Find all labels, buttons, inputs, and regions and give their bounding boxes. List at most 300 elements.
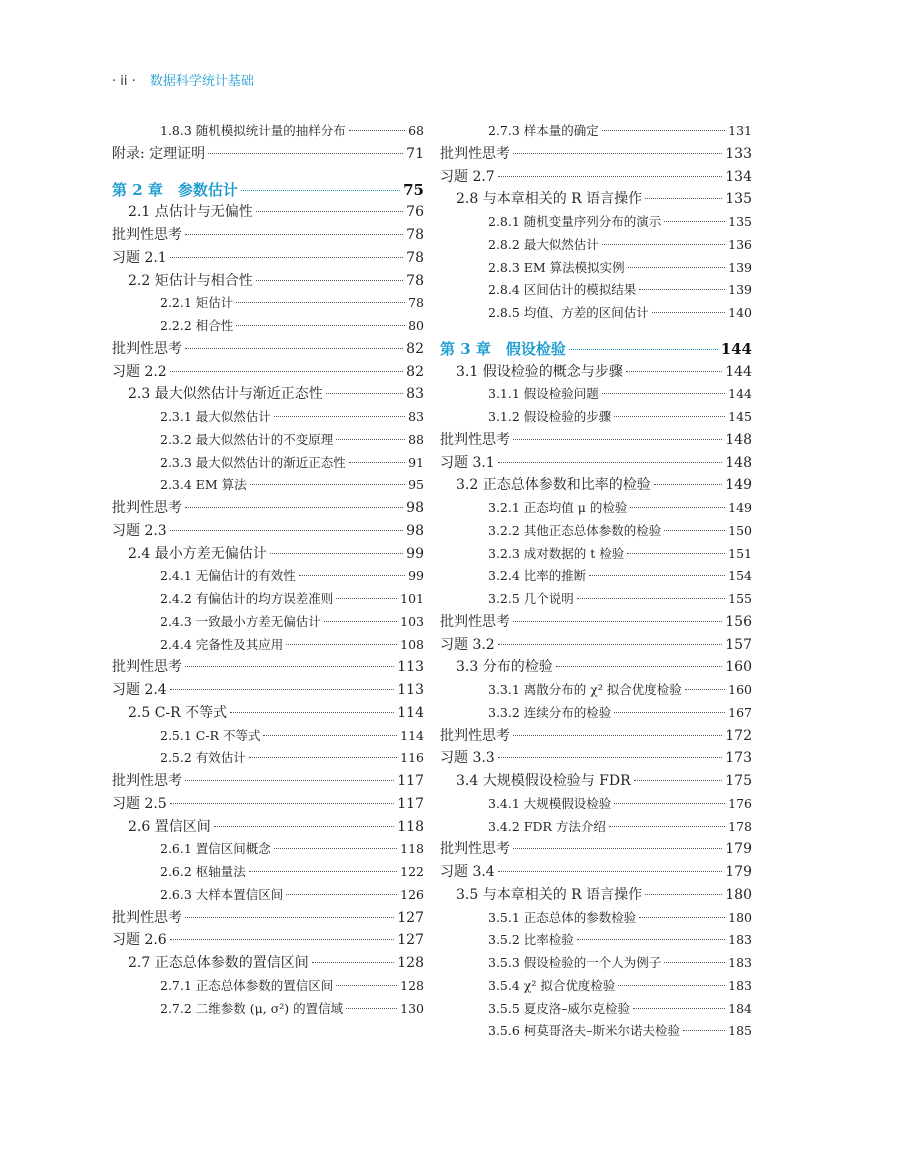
- toc-entry-title: 2.2.1 矩估计: [160, 295, 234, 311]
- toc-entry-title: 2.4.3 一致最小方差无偏估计: [160, 613, 321, 629]
- dot-leader: [569, 349, 718, 350]
- toc-entry[interactable]: [440, 838, 752, 861]
- toc-entry[interactable]: [440, 474, 752, 497]
- dot-leader: [654, 484, 723, 485]
- toc-entry[interactable]: [440, 257, 752, 280]
- toc-entry[interactable]: [440, 406, 752, 429]
- toc-entry-page: 131: [728, 123, 752, 138]
- toc-entry[interactable]: [112, 725, 424, 748]
- toc-entry-title: 批判性思考: [440, 431, 510, 448]
- toc-entry-title: 2.8.5 均值、方差的区间估计: [488, 305, 649, 320]
- dot-leader: [249, 871, 397, 872]
- dot-leader: [513, 439, 722, 440]
- toc-entry-title: 习题 2.2: [112, 363, 167, 380]
- toc-entry-page: 160: [725, 659, 752, 676]
- toc-entry-title: 习题 2.3: [112, 522, 167, 539]
- dot-leader: [664, 962, 725, 963]
- toc-entry[interactable]: [440, 120, 752, 143]
- toc-entry-title: 2.7 正态总体参数的置信区间: [128, 955, 309, 971]
- toc-entry[interactable]: [112, 224, 424, 247]
- toc-entry[interactable]: [112, 120, 424, 143]
- toc-entry-page: 126: [400, 886, 424, 902]
- toc-entry[interactable]: [112, 838, 424, 861]
- dot-leader: [236, 302, 405, 303]
- toc-entry-page: 133: [725, 145, 752, 162]
- toc-entry-title: 3.3.2 连续分布的检验: [488, 704, 612, 720]
- toc-entry[interactable]: [112, 770, 424, 793]
- toc-entry-title: 批判性思考: [440, 841, 510, 858]
- toc-entry-page: 139: [728, 282, 752, 298]
- toc-entry-page: 128: [397, 955, 424, 971]
- toc-entry-page: 149: [725, 477, 752, 494]
- toc-entry[interactable]: [112, 497, 424, 520]
- toc-entry[interactable]: [112, 702, 424, 725]
- toc-entry-page: 183: [728, 977, 752, 993]
- toc-entry[interactable]: [112, 998, 424, 1021]
- toc-entry[interactable]: [440, 656, 752, 679]
- toc-entry[interactable]: [440, 452, 752, 475]
- toc-entry-page: 175: [725, 773, 752, 789]
- toc-entry[interactable]: [112, 929, 424, 952]
- toc-entry-title: 批判性思考: [112, 227, 182, 243]
- dot-leader: [602, 244, 725, 245]
- toc-entry[interactable]: [440, 166, 752, 189]
- toc-entry-page: 127: [397, 909, 424, 926]
- toc-entry-page: 173: [725, 750, 752, 767]
- dot-leader: [326, 393, 403, 394]
- toc-entry-page: 99: [406, 545, 424, 562]
- toc-entry-title: 3.2.5 几个说明: [488, 591, 574, 606]
- toc-entry-title: 2.5.1 C-R 不等式: [160, 727, 261, 743]
- toc-entry-page: 134: [725, 168, 752, 185]
- toc-entry-page: 103: [400, 613, 424, 629]
- toc-entry-page: 149: [728, 500, 752, 515]
- toc-entry-page: 179: [725, 864, 752, 880]
- toc-entry-title: 2.3.4 EM 算法: [160, 477, 247, 493]
- toc-entry-title: 2.3.1 最大似然估计: [160, 409, 271, 424]
- toc-entry-title: 3.5.5 夏皮洛–威尔克检验: [488, 1000, 631, 1016]
- dot-leader: [170, 371, 403, 372]
- dot-leader: [652, 312, 725, 313]
- dot-leader: [498, 644, 723, 645]
- toc-entry-title: 3.4.2 FDR 方法介绍: [488, 818, 606, 834]
- toc-entry-title: 习题 2.1: [112, 249, 167, 266]
- dot-leader: [250, 484, 405, 485]
- toc-entry[interactable]: [112, 247, 424, 270]
- toc-entry-page: 127: [397, 932, 424, 949]
- dot-leader: [170, 530, 403, 531]
- toc-entry[interactable]: [112, 588, 424, 611]
- dot-leader: [664, 530, 725, 531]
- dot-leader: [498, 757, 723, 758]
- toc-entry[interactable]: [440, 611, 752, 634]
- toc-entry[interactable]: [440, 952, 752, 975]
- dot-leader: [170, 939, 395, 940]
- toc-entry-title: 3.1 假设检验的概念与步骤: [456, 363, 623, 380]
- toc-entry-title: 批判性思考: [440, 145, 510, 162]
- dot-leader: [577, 598, 725, 599]
- dot-leader: [349, 130, 405, 131]
- dot-leader: [634, 780, 723, 781]
- toc-entry-title: 第 2 章 参数估计: [112, 180, 238, 199]
- dot-leader: [614, 803, 725, 804]
- toc-entry-page: 83: [408, 409, 424, 424]
- toc-entry[interactable]: [440, 520, 752, 543]
- toc-entry[interactable]: [112, 679, 424, 702]
- toc-entry-title: 习题 2.4: [112, 682, 167, 698]
- toc-entry-page: 144: [725, 363, 752, 380]
- dot-leader: [645, 894, 722, 895]
- dot-leader: [274, 848, 397, 849]
- dot-leader: [170, 257, 403, 258]
- toc-entry-page: 118: [397, 818, 424, 835]
- dot-leader: [185, 917, 394, 918]
- toc-entry-page: 148: [725, 454, 752, 471]
- toc-entry-page: 156: [725, 613, 752, 630]
- toc-entry-title: 2.4 最小方差无偏估计: [128, 545, 267, 562]
- dot-leader: [286, 894, 397, 895]
- dot-leader: [556, 666, 723, 667]
- dot-leader: [683, 1030, 725, 1031]
- toc-entry[interactable]: [440, 907, 752, 930]
- toc-entry[interactable]: [440, 634, 752, 657]
- toc-entry[interactable]: [440, 211, 752, 234]
- toc-entry[interactable]: [440, 929, 752, 952]
- dot-leader: [214, 826, 395, 827]
- toc-entry-page: 78: [406, 272, 424, 289]
- toc-chapter-entry[interactable]: [112, 179, 424, 202]
- toc-entry-page: 114: [400, 727, 424, 743]
- toc-entry-title: 2.7.1 正态总体参数的置信区间: [160, 977, 334, 993]
- toc-entry-title: 批判性思考: [112, 500, 182, 516]
- toc-entry[interactable]: [440, 861, 752, 884]
- toc-entry-title: 2.1 点估计与无偏性: [128, 204, 253, 221]
- toc-entry-title: 附录: 定理证明: [112, 145, 206, 162]
- dot-leader: [513, 735, 722, 736]
- dot-leader: [349, 462, 405, 463]
- toc-entry-page: 150: [728, 522, 752, 538]
- toc-entry-title: 批判性思考: [440, 613, 510, 630]
- toc-entry[interactable]: [112, 201, 424, 224]
- toc-entry-page: 116: [400, 750, 424, 766]
- toc-entry-page: 101: [400, 591, 424, 606]
- toc-entry[interactable]: [112, 270, 424, 293]
- toc-entry-title: 第 3 章 假设检验: [440, 339, 566, 358]
- toc-entry[interactable]: [440, 543, 752, 566]
- toc-entry-title: 2.2 矩估计与相合性: [128, 272, 253, 289]
- toc-entry-page: 183: [728, 955, 752, 970]
- toc-entry[interactable]: [112, 543, 424, 566]
- toc-entry[interactable]: [440, 188, 752, 211]
- dot-leader: [626, 371, 723, 372]
- toc-entry-title: 3.2.2 其他正态总体参数的检验: [488, 522, 662, 538]
- toc-entry-page: 80: [408, 318, 424, 333]
- toc-entry-page: 130: [400, 1000, 424, 1016]
- toc-entry[interactable]: [112, 406, 424, 429]
- toc-entry[interactable]: [440, 975, 752, 998]
- dot-leader: [630, 507, 725, 508]
- dot-leader: [498, 871, 723, 872]
- dot-leader: [628, 267, 725, 268]
- dot-leader: [577, 939, 725, 940]
- toc-entry[interactable]: [112, 292, 424, 315]
- toc-entry[interactable]: [112, 565, 424, 588]
- toc-entry-title: 3.3.1 离散分布的 χ² 拟合优度检验: [488, 682, 682, 697]
- toc-entry-title: 2.4.2 有偏估计的均方误差准则: [160, 591, 334, 606]
- dot-leader: [513, 621, 722, 622]
- toc-entry-title: 批判性思考: [440, 727, 510, 744]
- toc-entry[interactable]: [440, 565, 752, 588]
- toc-entry-page: 157: [725, 636, 752, 653]
- toc-entry[interactable]: [440, 143, 752, 166]
- toc-entry[interactable]: [112, 861, 424, 884]
- toc-entry[interactable]: [112, 611, 424, 634]
- toc-entry[interactable]: [112, 315, 424, 338]
- toc-entry[interactable]: [440, 679, 752, 702]
- toc-entry[interactable]: [112, 338, 424, 361]
- toc-entry-title: 习题 3.2: [440, 636, 495, 653]
- toc-entry-title: 3.2 正态总体参数和比率的检验: [456, 477, 651, 494]
- toc-entry[interactable]: [112, 952, 424, 975]
- running-header: [112, 70, 254, 89]
- toc-entry-page: 114: [397, 704, 424, 721]
- toc-entry-page: 154: [728, 568, 752, 584]
- toc-entry-title: 3.1.1 假设检验问题: [488, 386, 599, 402]
- toc-entry-page: 113: [397, 659, 424, 676]
- toc-entry-page: 117: [397, 773, 424, 789]
- toc-entry-page: 82: [406, 363, 424, 380]
- dot-leader: [589, 575, 725, 576]
- dot-leader: [336, 439, 405, 440]
- toc-entry-title: 3.2.1 正态均值 μ 的检验: [488, 500, 628, 515]
- page-number: · ii ·: [112, 74, 136, 89]
- dot-leader: [614, 712, 725, 713]
- toc-entry-title: 2.6.1 置信区间概念: [160, 841, 271, 857]
- toc-entry-title: 2.8.1 随机变量序列分布的演示: [488, 214, 662, 229]
- toc-entry-page: 122: [400, 864, 424, 879]
- dot-leader: [312, 962, 395, 963]
- toc-entry[interactable]: [112, 656, 424, 679]
- toc-entry-title: 批判性思考: [112, 909, 182, 926]
- toc-entry[interactable]: [440, 429, 752, 452]
- toc-entry-page: 78: [408, 295, 424, 311]
- toc-entry-title: 2.3 最大似然估计与渐近正态性: [128, 386, 323, 403]
- toc-entry[interactable]: [112, 975, 424, 998]
- toc-entry[interactable]: [440, 770, 752, 793]
- toc-entry-title: 2.3.3 最大似然估计的渐近正态性: [160, 454, 346, 470]
- dot-leader: [185, 348, 403, 349]
- dot-leader: [627, 553, 725, 554]
- toc-entry-title: 习题 3.1: [440, 454, 495, 471]
- toc-entry-title: 3.5.1 正态总体的参数检验: [488, 909, 637, 925]
- toc-entry-title: 1.8.3 随机模拟统计量的抽样分布: [160, 123, 346, 138]
- toc-entry-title: 批判性思考: [112, 773, 182, 789]
- toc-entry-page: 71: [406, 145, 424, 162]
- toc-entry-page: 135: [728, 214, 752, 229]
- toc-entry[interactable]: [112, 793, 424, 816]
- toc-entry[interactable]: [112, 143, 424, 166]
- dot-leader: [170, 803, 395, 804]
- toc-entry-title: 3.3 分布的检验: [456, 659, 553, 676]
- toc-entry-title: 习题 2.6: [112, 932, 167, 949]
- dot-leader: [256, 211, 403, 212]
- toc-entry[interactable]: [112, 452, 424, 475]
- toc-entry[interactable]: [440, 302, 752, 325]
- toc-entry-page: 145: [728, 409, 752, 424]
- toc-entry[interactable]: [440, 588, 752, 611]
- toc-entry[interactable]: [112, 816, 424, 839]
- dot-leader: [664, 221, 725, 222]
- dot-leader: [286, 644, 397, 645]
- toc-entry-page: 139: [728, 259, 752, 275]
- toc-entry-page: 183: [728, 932, 752, 948]
- toc-entry-page: 144: [720, 339, 752, 358]
- dot-leader: [513, 153, 722, 154]
- toc-entry-page: 176: [728, 795, 752, 811]
- dot-leader: [236, 325, 405, 326]
- toc-entry-title: 3.2.4 比率的推断: [488, 568, 587, 584]
- toc-entry-title: 2.7.3 样本量的确定: [488, 123, 599, 138]
- dot-leader: [346, 1008, 397, 1009]
- dot-leader: [609, 826, 725, 827]
- dot-leader: [614, 416, 725, 417]
- toc-entry-page: 95: [408, 477, 424, 493]
- toc-entry-page: 68: [408, 123, 424, 138]
- dot-leader: [618, 985, 725, 986]
- toc-entry-title: 3.5.6 柯莫哥洛夫–斯米尔诺夫检验: [488, 1023, 681, 1039]
- toc-entry-title: 3.5.3 假设检验的一个人为例子: [488, 955, 662, 970]
- toc-entry[interactable]: [112, 429, 424, 452]
- toc-entry-page: 98: [406, 522, 424, 539]
- toc-entry-page: 140: [728, 305, 752, 320]
- dot-leader: [602, 130, 725, 131]
- dot-leader: [241, 190, 400, 191]
- dot-leader: [170, 689, 395, 690]
- dot-leader: [336, 598, 397, 599]
- toc-entry-title: 2.8 与本章相关的 R 语言操作: [456, 191, 643, 208]
- dot-leader: [498, 176, 723, 177]
- dot-leader: [274, 416, 405, 417]
- dot-leader: [256, 280, 403, 281]
- toc-entry-page: 160: [728, 682, 752, 697]
- toc-entry-title: 2.3.2 最大似然估计的不变原理: [160, 431, 334, 447]
- toc-entry-title: 3.5 与本章相关的 R 语言操作: [456, 886, 643, 903]
- toc-entry-page: 144: [728, 386, 752, 402]
- toc-entry[interactable]: [440, 747, 752, 770]
- toc-entry[interactable]: [440, 793, 752, 816]
- toc-entry-title: 2.7.2 二维参数 (μ, σ²) 的置信域: [160, 1000, 344, 1016]
- dot-leader: [336, 985, 397, 986]
- toc-entry-page: 78: [406, 249, 424, 266]
- toc-entry-page: 180: [725, 886, 752, 903]
- toc-entry-title: 3.2.3 成对数据的 t 检验: [488, 545, 625, 561]
- dot-leader: [685, 689, 725, 690]
- toc-entry-page: 185: [728, 1023, 752, 1039]
- toc-entry[interactable]: [440, 998, 752, 1021]
- toc-entry-page: 172: [725, 727, 752, 744]
- toc-entry[interactable]: [112, 361, 424, 384]
- toc-entry-page: 82: [406, 340, 424, 357]
- toc-entry-title: 2.6 置信区间: [128, 818, 211, 835]
- dot-leader: [324, 621, 397, 622]
- toc-entry-page: 184: [728, 1000, 752, 1016]
- toc-entry-title: 2.6.3 大样本置信区间: [160, 886, 284, 902]
- toc-entry-title: 3.1.2 假设检验的步骤: [488, 409, 612, 424]
- toc-entry-title: 习题 3.4: [440, 864, 495, 880]
- toc-entry[interactable]: [440, 816, 752, 839]
- toc-entry-page: 75: [403, 180, 424, 199]
- toc-entry[interactable]: [440, 279, 752, 302]
- toc-entry-title: 2.5.2 有效估计: [160, 750, 246, 766]
- toc-entry-page: 117: [397, 795, 424, 812]
- dot-leader: [208, 153, 403, 154]
- toc-entry[interactable]: [440, 884, 752, 907]
- dot-leader: [645, 198, 722, 199]
- toc-entry[interactable]: [112, 907, 424, 930]
- toc-entry-page: 113: [397, 682, 424, 698]
- dot-leader: [299, 575, 405, 576]
- toc-entry[interactable]: [440, 497, 752, 520]
- toc-entry-page: 91: [408, 454, 424, 470]
- dot-leader: [633, 1008, 725, 1009]
- toc-left-column: [112, 120, 424, 1020]
- toc-chapter-entry[interactable]: [440, 338, 752, 361]
- toc-entry-title: 习题 2.5: [112, 795, 167, 812]
- dot-leader: [270, 553, 403, 554]
- toc-entry[interactable]: [112, 634, 424, 657]
- dot-leader: [185, 507, 403, 508]
- toc-entry-page: 178: [728, 818, 752, 834]
- toc-entry[interactable]: [112, 520, 424, 543]
- toc-entry-page: 180: [728, 909, 752, 925]
- toc-entry[interactable]: [440, 725, 752, 748]
- toc-entry-page: 99: [408, 568, 424, 584]
- toc-entry-title: 2.8.3 EM 算法模拟实例: [488, 259, 625, 275]
- toc-entry-page: 83: [406, 386, 424, 403]
- toc-entry-title: 3.4 大规模假设检验与 FDR: [456, 773, 631, 789]
- toc-entry[interactable]: [112, 884, 424, 907]
- toc-entry-title: 2.6.2 枢轴量法: [160, 864, 246, 879]
- toc-entry[interactable]: [440, 383, 752, 406]
- dot-leader: [249, 757, 397, 758]
- dot-leader: [498, 462, 723, 463]
- toc-entry-page: 148: [725, 431, 752, 448]
- toc-entry-title: 2.5 C-R 不等式: [128, 704, 228, 721]
- toc-entry-title: 2.4.4 完备性及其应用: [160, 636, 284, 652]
- dot-leader: [639, 917, 725, 918]
- toc-entry[interactable]: [112, 747, 424, 770]
- toc-entry-title: 2.2.2 相合性: [160, 318, 234, 333]
- toc-entry-page: 78: [406, 227, 424, 243]
- toc-entry[interactable]: [440, 361, 752, 384]
- toc-entry-title: 2.8.2 最大似然估计: [488, 236, 599, 252]
- toc-entry[interactable]: [440, 702, 752, 725]
- dot-leader: [185, 780, 394, 781]
- book-title: 数据科学统计基础: [149, 74, 254, 89]
- toc-entry[interactable]: [440, 234, 752, 257]
- toc-entry[interactable]: [440, 1020, 752, 1043]
- toc-entry-page: 128: [400, 977, 424, 993]
- dot-leader: [639, 289, 725, 290]
- toc-entry-page: 98: [406, 500, 424, 516]
- toc-entry[interactable]: [112, 383, 424, 406]
- toc-entry-title: 3.5.4 χ² 拟合优度检验: [488, 977, 616, 993]
- toc-entry-page: 151: [728, 545, 752, 561]
- toc-entry-title: 3.5.2 比率检验: [488, 932, 574, 948]
- toc-entry[interactable]: [112, 474, 424, 497]
- toc-entry-page: 167: [728, 704, 752, 720]
- toc-entry-page: 108: [400, 636, 424, 652]
